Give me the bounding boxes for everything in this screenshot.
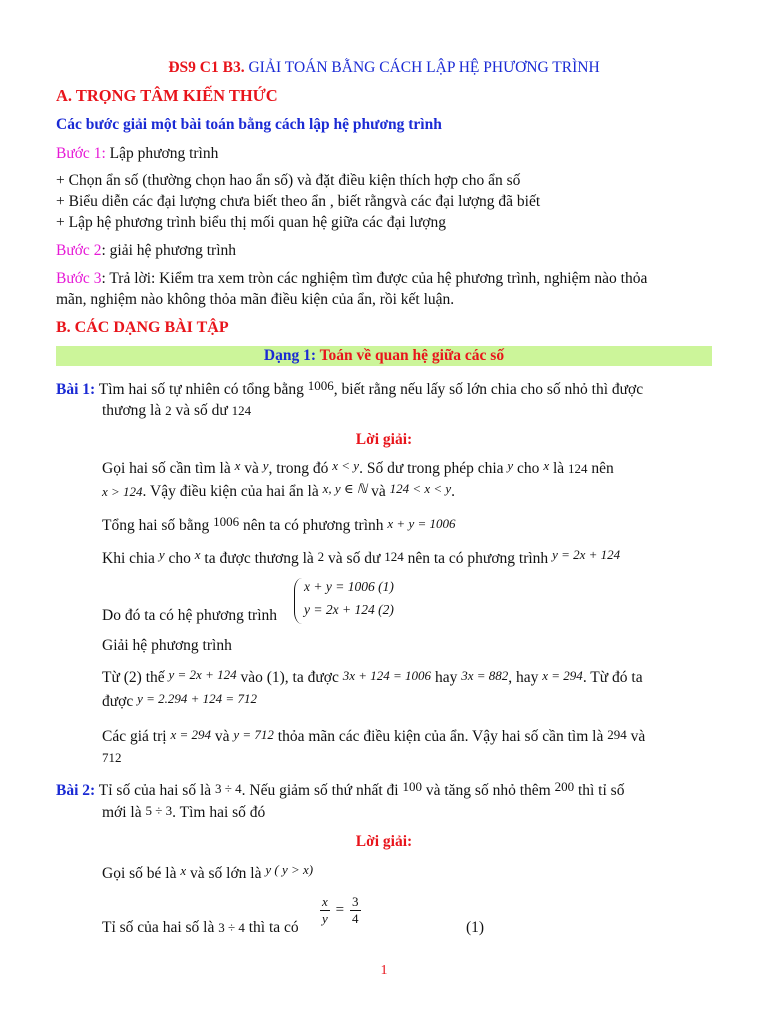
- frac2-den: 4: [352, 911, 359, 926]
- frac2-num: 3: [352, 894, 359, 909]
- eq2: y = 2x + 124: [552, 547, 621, 562]
- var-x: x: [234, 458, 241, 473]
- sol1-line2: [102, 482, 455, 502]
- sol1-line5: Do đó ta có hệ phương trình: [102, 607, 278, 624]
- s-l3b: nên ta có phương trình: [239, 517, 388, 534]
- eq-x124: x > 124: [102, 484, 143, 499]
- s-l1a: Gọi hai số cần tìm là: [102, 460, 235, 477]
- var-x-2: x: [543, 458, 550, 473]
- s-l4b: cho: [164, 550, 195, 567]
- s-l7b: vào (1), ta được: [236, 669, 343, 686]
- bai2-label: Bài 2:: [56, 782, 96, 799]
- n712: 712: [102, 750, 122, 765]
- n124-2: 124: [568, 461, 588, 476]
- bai2-r53: 5 ÷ 3: [145, 803, 173, 818]
- page-number: 1: [380, 963, 388, 978]
- equation-label-1: (1): [466, 919, 485, 936]
- bai2-t4: thì tỉ số: [574, 782, 625, 799]
- s-l1f: là: [549, 460, 569, 477]
- s-l7a: Từ (2) thế: [102, 669, 169, 686]
- eq-xyN: x, y ∈ ℕ: [322, 481, 368, 496]
- sol1-line9: [102, 727, 645, 747]
- bai1-t4: và số dư: [171, 402, 232, 419]
- sol1-line6: Giải hệ phương trình: [102, 637, 232, 654]
- s-l1b: và: [240, 460, 263, 477]
- s-l7d: , hay: [508, 669, 543, 686]
- bai2-n200: 200: [554, 779, 575, 794]
- s-l4e: nên ta có phương trình: [403, 550, 553, 567]
- bullet-1: + Chọn ẩn số (thường chọn hao ẩn số) và đặt điều kiện thích hợp cho ẩn số: [56, 172, 521, 189]
- eq2-2: y = 2x + 124: [168, 667, 237, 682]
- s-l9d: và: [626, 728, 646, 745]
- sol1-line3: [102, 516, 456, 536]
- s-l1c: , trong đó: [268, 460, 333, 477]
- step-2: [56, 241, 236, 261]
- bai1-t3: thương là: [102, 402, 166, 419]
- s-l4d: và số dư: [324, 550, 385, 567]
- s-l1d: . Số dư trong phép chia: [359, 460, 508, 477]
- sol2-line2: [102, 918, 299, 938]
- eq-xlty: x < y: [332, 458, 360, 473]
- dang1-text: Toán về quan hệ giữa các số: [319, 347, 505, 364]
- step-3-cont: mãn, nghiệm nào không thỏa mãn điều kiện của ẩn, rồi kết luận.: [56, 291, 455, 308]
- s-l2a: . Vậy điều kiện của hai ẩn là: [142, 483, 323, 500]
- bai1-label: Bài 1:: [56, 381, 96, 398]
- s-l2b: và: [367, 483, 390, 500]
- s-l1g: nên: [587, 460, 614, 477]
- var-x-4: x: [180, 863, 187, 878]
- bai2-t3: và tăng số nhỏ thêm: [421, 782, 555, 799]
- s-l4a: Khi chia: [102, 550, 159, 567]
- n2-2: 2: [317, 549, 325, 564]
- s2-l1b: và số lớn là: [186, 865, 266, 882]
- bullet-3: + Lập hệ phương trình biểu thị mối quan hệ giữa các đại lượng: [56, 214, 446, 231]
- eq-sign: =: [335, 902, 345, 918]
- var-y-2: y: [507, 458, 514, 473]
- step-3: [56, 269, 647, 289]
- page-title: [0, 58, 768, 78]
- eq1: x + y = 1006: [387, 516, 456, 531]
- s2-l2b: thì ta có: [244, 919, 299, 936]
- fraction-equation: [320, 894, 361, 927]
- bai2-line2: [102, 803, 265, 823]
- frac-num: x: [322, 894, 328, 909]
- eq-yc: y ( y > x): [265, 862, 314, 877]
- bai1-t2: , biết rằng nếu lấy số lớn chia cho số nhỏ thì được: [333, 381, 644, 398]
- steps-heading: Các bước giải một bài toán bằng cách lập hệ phương trình: [56, 116, 442, 133]
- s-l8a: được: [102, 693, 138, 710]
- step-3-label: Bước 3: [56, 270, 102, 287]
- s-l3a: Tổng hai số bằng: [102, 517, 214, 534]
- step-2-text: : giải hệ phương trình: [101, 242, 237, 259]
- eq6: y = 2.294 + 124 = 712: [137, 691, 257, 706]
- loigiai-2: Lời giải:: [355, 833, 413, 850]
- step-1-text: Lập phương trình: [105, 145, 219, 162]
- title-text: GIẢI TOÁN BẰNG CÁCH LẬP HỆ PHƯƠNG TRÌNH: [248, 59, 600, 76]
- dang1-label: Dạng 1:: [263, 347, 317, 364]
- s-l9c: thỏa mãn các điều kiện của ẩn. Vậy hai số cần tìm là: [273, 728, 608, 745]
- eq4: 3x = 882: [461, 668, 509, 683]
- n1006-2: 1006: [213, 514, 240, 529]
- frac-den: y: [322, 911, 328, 926]
- step-2-label: Bước 2: [56, 242, 102, 259]
- var-x-3: x: [194, 547, 201, 562]
- sol1-line8: [102, 692, 257, 712]
- var-y-3: y: [158, 547, 165, 562]
- system-eq2: y = 2x + 124 (2): [304, 602, 394, 617]
- eq5: x = 294: [542, 668, 583, 683]
- bai2-t1: Tỉ số của hai số là: [95, 782, 216, 799]
- n294: 294: [607, 727, 627, 742]
- bai2-t2: . Nếu giảm số thứ nhất đi: [241, 782, 403, 799]
- bai1-line2: [102, 401, 251, 421]
- var-y: y: [262, 458, 269, 473]
- bai2-r34: 3 ÷ 4: [215, 781, 242, 796]
- r34-2: 3 ÷ 4: [218, 920, 245, 935]
- s-l9a: Các giá trị: [102, 728, 171, 745]
- bai2-line1: [56, 781, 624, 801]
- s-l4c: ta được thương là: [200, 550, 318, 567]
- n124-3: 124: [384, 549, 404, 564]
- sol2-line1: [102, 864, 313, 884]
- eq-cond: 124 < x < y: [389, 481, 452, 496]
- eq7: y = 712: [233, 727, 274, 742]
- s-l7e: . Từ đó ta: [582, 669, 643, 686]
- bai2-n100: 100: [402, 779, 422, 794]
- s-l9b: và: [210, 728, 234, 745]
- system-brace: [294, 578, 303, 624]
- eq5-2: x = 294: [170, 727, 211, 742]
- step-3-text: : Trả lời: Kiểm tra xem tròn các nghiệm tìm được của hệ phương trình, nghiệm nào thỏa: [101, 270, 648, 287]
- s-l7c: hay: [431, 669, 462, 686]
- bai1-n1006: 1006: [307, 378, 334, 393]
- title-code: ĐS9 C1 B3.: [168, 59, 245, 76]
- system-eq1: x + y = 1006 (1): [304, 579, 394, 594]
- dang1-heading: [56, 346, 712, 366]
- step-1-label: Bước 1:: [56, 145, 106, 162]
- fraction-34: [350, 894, 361, 927]
- s-l2c: .: [451, 483, 456, 500]
- section-a-heading: A. TRỌNG TÂM KIẾN THỨC: [56, 86, 278, 105]
- s-l1e: cho: [513, 460, 544, 477]
- bai2-t5: mới là: [102, 804, 146, 821]
- sol1-line4: [102, 549, 620, 569]
- section-b-heading: B. CÁC DẠNG BÀI TẬP: [56, 319, 229, 336]
- bai2-t6: . Tìm hai số đó: [172, 804, 266, 821]
- loigiai-1: Lời giải:: [355, 431, 413, 448]
- bullet-2: + Biểu diễn các đại lượng chưa biết theo ẩn , biết rằngvà các đại lượng đã biết: [56, 193, 541, 210]
- eq3: 3x + 124 = 1006: [342, 668, 432, 683]
- step-1: [56, 144, 218, 164]
- bai1-t1: Tìm hai số tự nhiên có tổng bằng: [95, 381, 308, 398]
- bai1-n124: 124: [231, 403, 252, 418]
- fraction-xy: [320, 894, 330, 927]
- bai1-line1: [56, 380, 643, 400]
- sol1-line7: [102, 668, 643, 688]
- bai1-n2: 2: [165, 403, 172, 418]
- s2-l2a: Tỉ số của hai số là: [102, 919, 219, 936]
- sol1-line1: [102, 459, 614, 479]
- s2-l1a: Gọi số bé là: [102, 865, 181, 882]
